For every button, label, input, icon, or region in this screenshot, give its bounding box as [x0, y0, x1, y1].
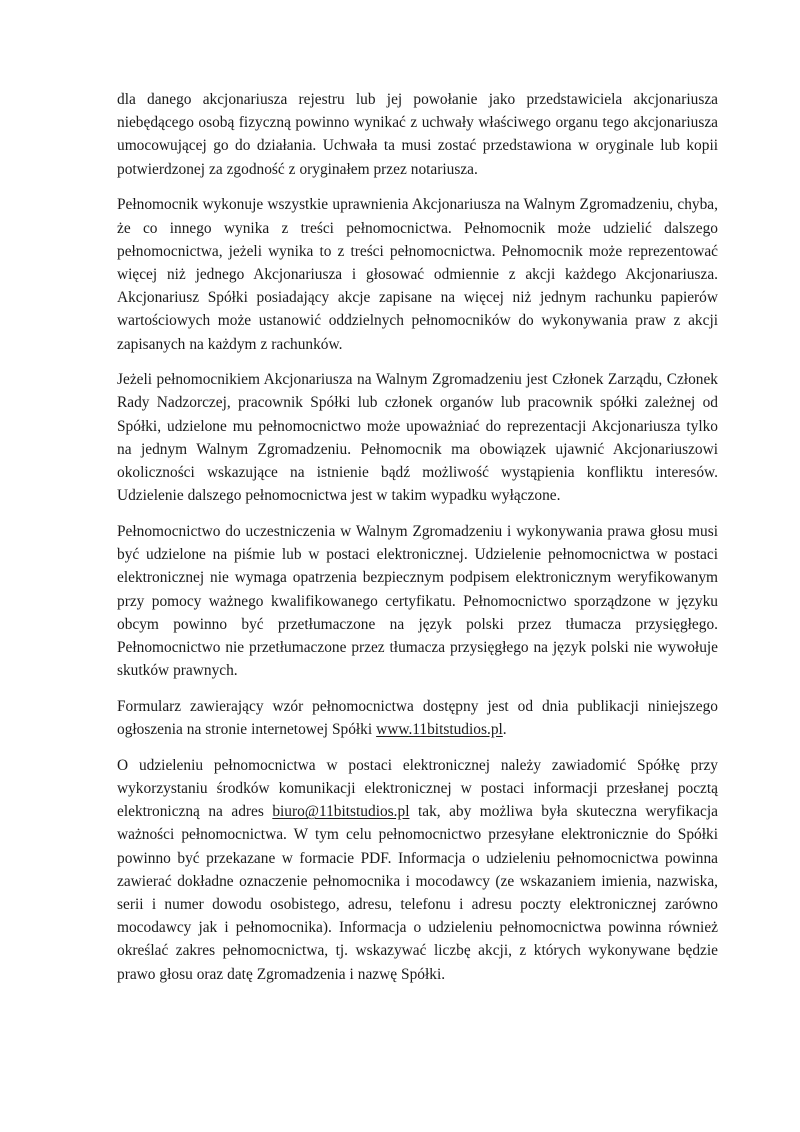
- paragraph-5-text-after-link: .: [502, 721, 507, 739]
- paragraph-6-text-before-link: O udzieleniu pełnomocnictwa w postaci elektronicznej należy zawiadomić Spółkę przy wykorzystaniu środków komunikacji elektronicznej w postaci informacji przesłanej pocztą elektroniczną na adres: [117, 756, 718, 821]
- document-text-body: [117, 88, 718, 986]
- paragraph-5: [117, 695, 718, 741]
- paragraph-4: Pełnomocnictwo do uczestniczenia w Walnym Zgromadzeniu i wykonywania prawa głosu musi być udzielone na piśmie lub w postaci elektronicznej. Udzielenie pełnomocnictwa w postaci elektronicznej nie wymaga opatrzenia bezpiecznym podpisem elektronicznym weryfikowanym przy pomocy ważnego kwalifikowanego certyfikatu. Pełnomocnictwo sporządzone w języku obcym powinno być przetłumaczone na język polski przez tłumacza przysięgłego. Pełnomocnictwo nie przetłumaczone przez tłumacza przysięgłego na język polski nie wywołuje skutków prawnych.: [117, 522, 718, 680]
- company-email-link[interactable]: biuro@11bitstudios.pl: [272, 803, 410, 821]
- paragraph-1: dla danego akcjonariusza rejestru lub jej powołanie jako przedstawiciela akcjonariusza niebędącego osobą fizyczną powinno wynikać z uchwały właściwego organu tego akcjonariusza umocowującej go do działania. Uchwała ta musi zostać przedstawiona w oryginale lub kopii potwierdzonej za zgodność z oryginałem przez notariusza.: [117, 91, 718, 178]
- paragraph-3: Jeżeli pełnomocnikiem Akcjonariusza na Walnym Zgromadzeniu jest Członek Zarządu, Członek Rady Nadzorczej, pracownik Spółki lub członek organów lub pracownik spółki zależnej od Spółki, udzielone mu pełnomocnictwo może upoważniać do reprezentacji Akcjonariusza tylko na jednym Walnym Zgromadzeniu. Pełnomocnik ma obowiązek ujawnić Akcjonariuszowi okoliczności wskazujące na istnienie bądź możliwość wystąpienia konfliktu interesów. Udzielenie dalszego pełnomocnictwa jest w takim wypadku wyłączone.: [117, 371, 718, 505]
- company-website-link[interactable]: www.11bitstudios.pl: [376, 721, 503, 739]
- paragraph-5-text-before-link: Formularz zawierający wzór pełnomocnictwa dostępny jest od dnia publikacji niniejszego ogłoszenia na stronie internetowej Spółki: [117, 697, 718, 739]
- paragraph-2: Pełnomocnik wykonuje wszystkie uprawnienia Akcjonariusza na Walnym Zgromadzeniu, chyba, że co innego wynika z treści pełnomocnictwa. Pełnomocnik może udzielić dalszego pełnomocnictwa, jeżeli wynika to z treści pełnomocnictwa. Pełnomocnik może reprezentować więcej niż jednego Akcjonariusza i głosować odmiennie z akcji każdego Akcjonariusza. Akcjonariusz Spółki posiadający akcje zapisane na więcej niż jednym rachunku papierów wartościowych może ustanowić oddzielnych pełnomocników do wykonywania praw z akcji zapisanych na każdym z rachunków.: [117, 196, 718, 353]
- paragraph-6: [117, 754, 718, 986]
- paragraph-6-text-after-link: tak, aby możliwa była skuteczna weryfikacja ważności pełnomocnictwa. W tym celu pełnomocnictwo przesyłane elektronicznie do Spółki powinno być przekazane w formacie PDF. Informacja o udzieleniu pełnomocnictwa powinna zawierać dokładne oznaczenie pełnomocnika i mocodawcy (ze wskazaniem imienia, nazwiska, serii i numer dowodu osobistego, adresu, telefonu i adresu poczty elektronicznej zarówno mocodawcy jak i pełnomocnika). Informacja o udzieleniu pełnomocnictwa powinna również określać zakres pełnomocnictwa, tj. wskazywać liczbę akcji, z których wykonywane będzie prawo głosu oraz datę Zgromadzenia i nazwę Spółki.: [117, 803, 718, 983]
